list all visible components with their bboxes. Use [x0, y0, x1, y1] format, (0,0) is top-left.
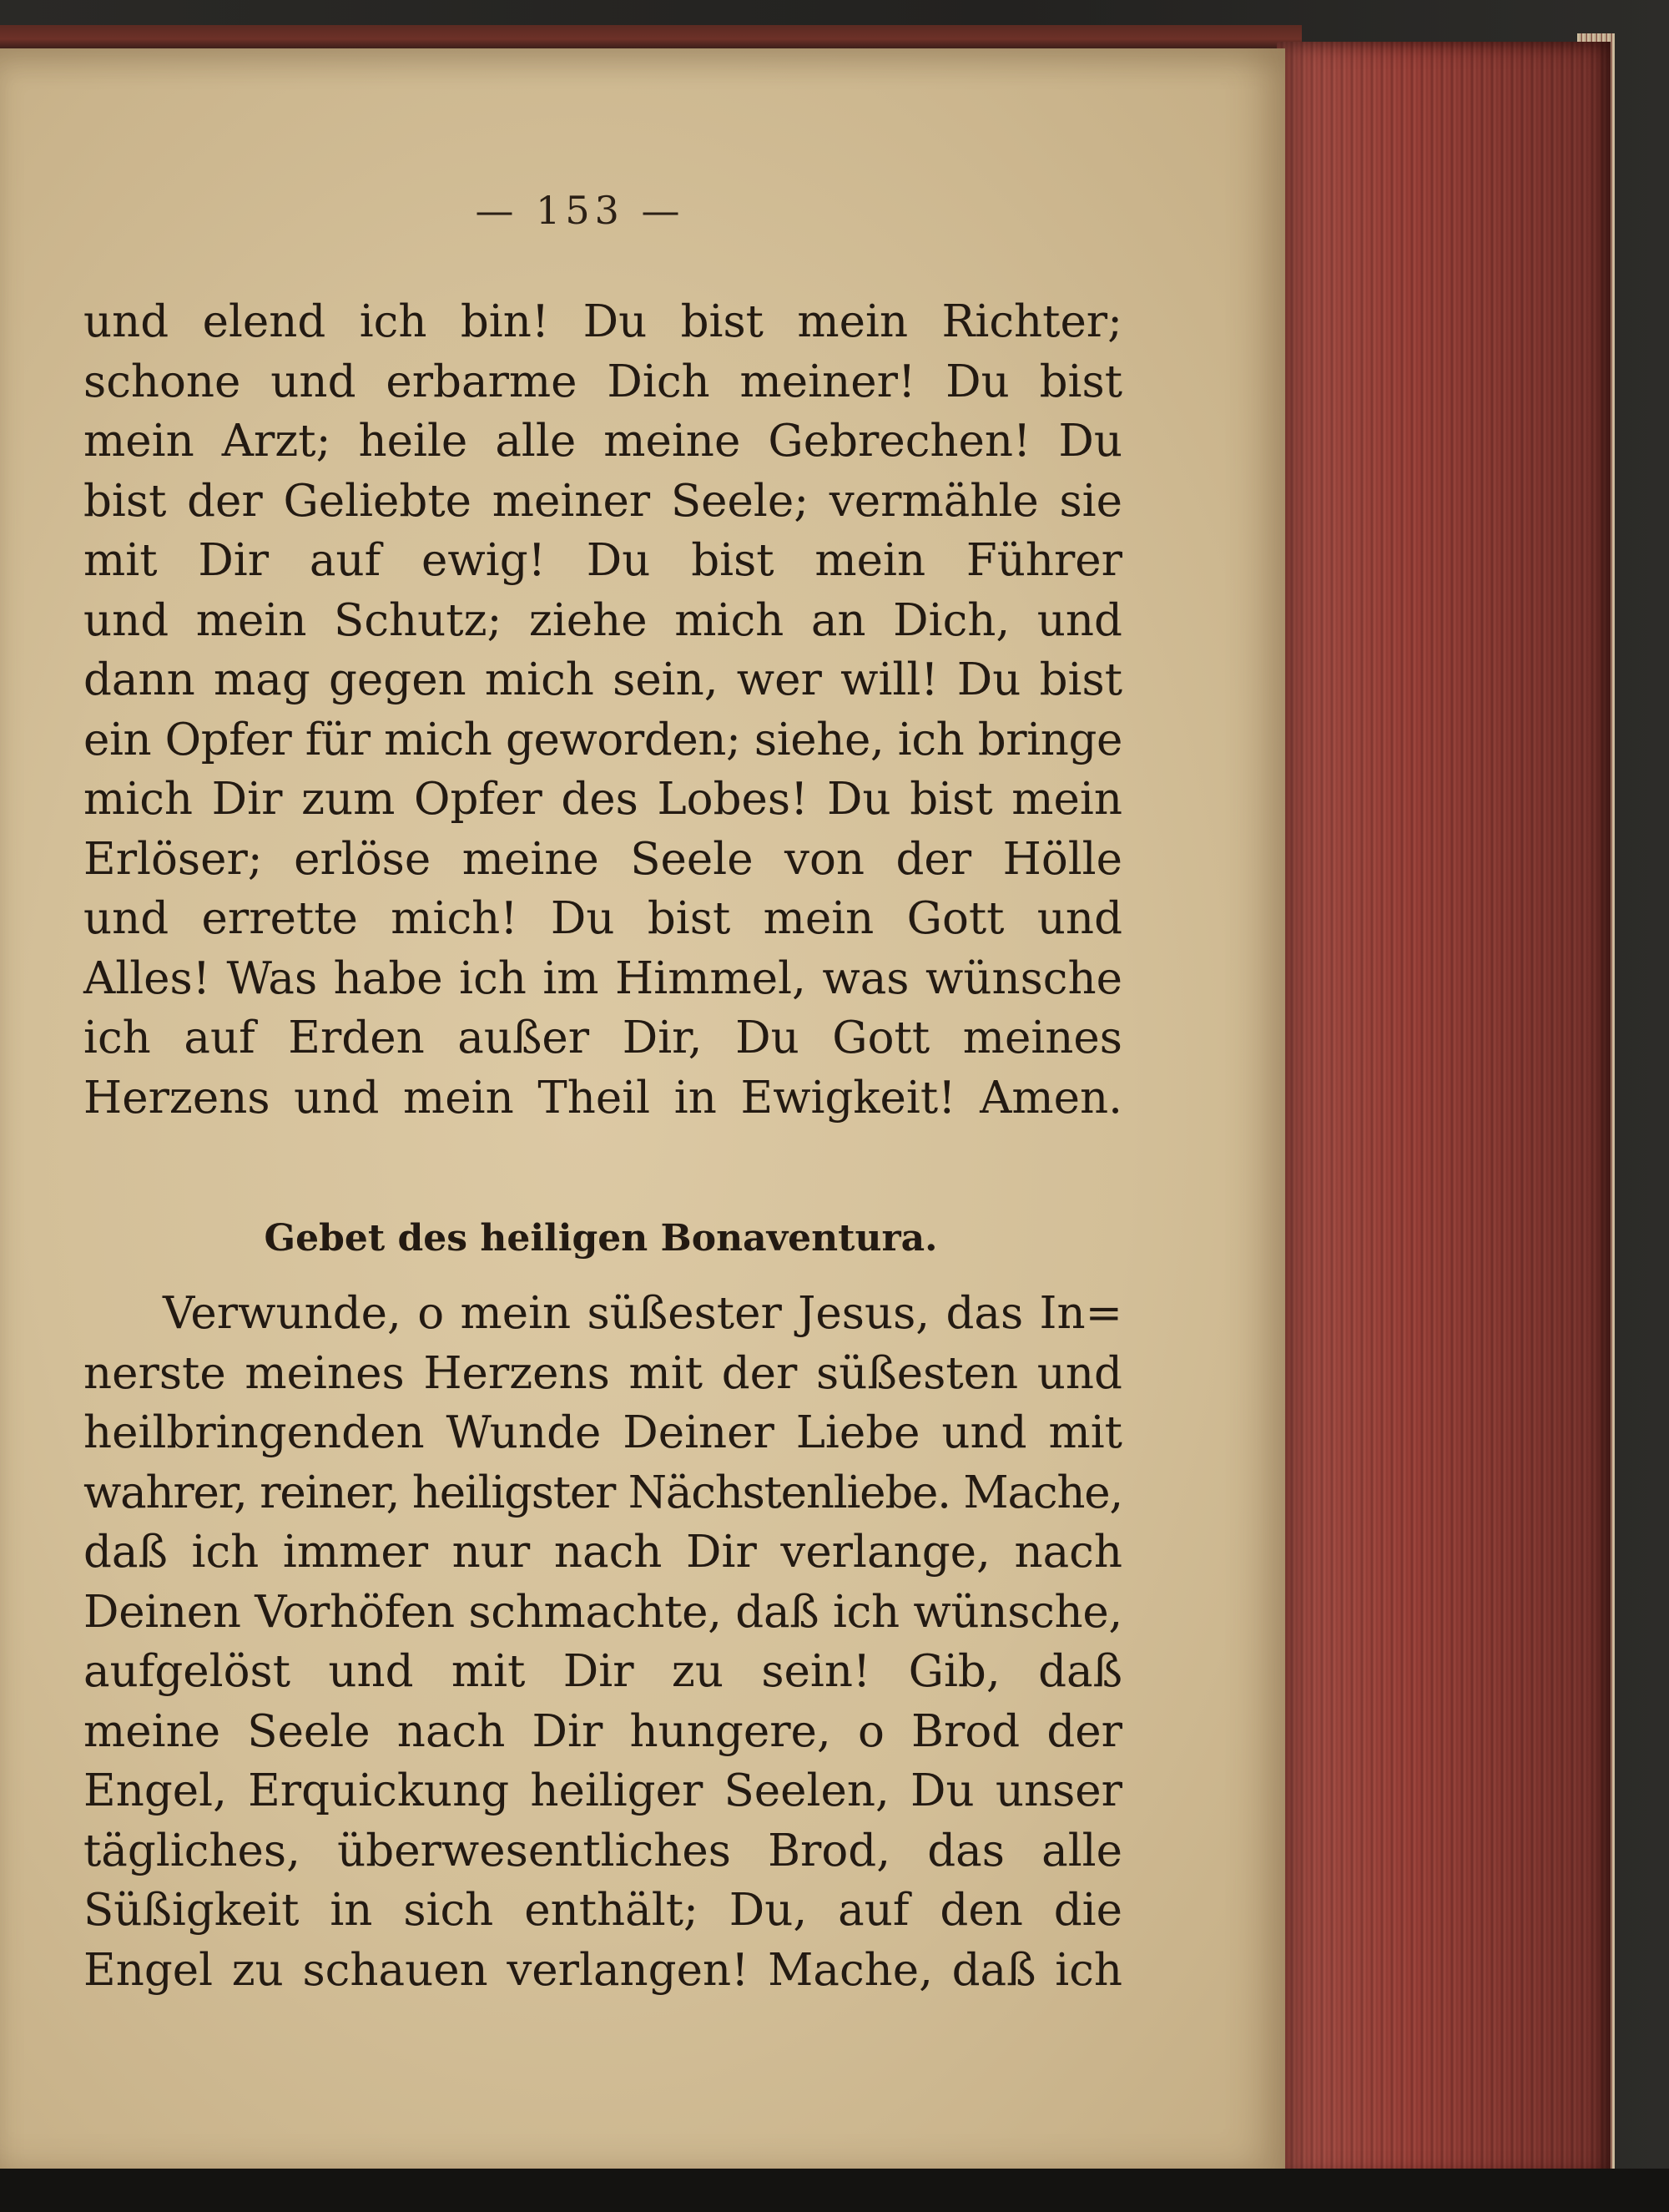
text-line: ich auf Erden außer Dir, Du Gott meines [83, 1013, 1122, 1063]
text-line: und mein Schutz; ziehe mich an Dich, und [83, 594, 1122, 646]
text-line: ein Opfer für mich geworden; siehe, ich bringe [83, 714, 1122, 765]
book-board-edge [0, 25, 1302, 48]
page-stack-edge [1277, 42, 1611, 2179]
prayer-heading: Gebet des heiligen Bonaventura. [264, 1217, 938, 1260]
prayer-paragraph [83, 1284, 1122, 2000]
text-line: heilbringenden Wunde Deiner Liebe und mit [83, 1407, 1122, 1458]
page-stack-sheen [1277, 42, 1611, 2179]
text-line: Engel, Erquickung heiliger Seelen, Du unser [83, 1765, 1122, 1816]
text-line: und elend ich bin! Du bist mein Richter; [83, 296, 1122, 347]
text-line: dann mag gegen mich sein, wer will! Du bist [83, 654, 1122, 705]
text-line: und errette mich! Du bist mein Gott und [83, 893, 1122, 944]
text-line: Süßigkeit in sich enthält; Du, auf den die [83, 1885, 1122, 1936]
bottom-shadow [0, 2169, 1669, 2212]
text-line: meine Seele nach Dir hungere, o Brod der [83, 1705, 1122, 1757]
text-line: Deinen Vorhöfen schmachte, daß ich wünsche, [83, 1586, 1122, 1638]
text-line: Erlöser; erlöse meine Seele von der Hölle [83, 833, 1122, 885]
page-number: — 153 — [475, 188, 685, 233]
paragraph-continued [83, 292, 1122, 1128]
text-line: Herzens und mein Theil in Ewigkeit! Amen. [83, 1072, 1122, 1124]
text-line: mich Dir zum Opfer des Lobes! Du bist mein [83, 774, 1122, 825]
text-line: Engel zu schauen verlangen! Mache, daß ich [83, 1944, 1122, 1996]
text-line: tägliches, überwesentliches Brod, das alle [83, 1825, 1122, 1876]
text-line: mit Dir auf ewig! Du bist mein Führer [83, 535, 1122, 586]
text-line: daß ich immer nur nach Dir verlange, nach [83, 1527, 1122, 1578]
text-line: wahrer, reiner, heiligster Nächstenliebe. Mache, [83, 1467, 1122, 1518]
text-line: aufgelöst und mit Dir zu sein! Gib, daß [83, 1646, 1122, 1697]
text-line: Verwunde, o mein süßester Jesus, das In= [163, 1288, 1122, 1339]
text-line: schone und erbarme Dich meiner! Du bist [83, 356, 1122, 407]
text-line: bist der Geliebte meiner Seele; vermähle sie [83, 475, 1122, 527]
text-line: Alles! Was habe ich im Himmel, was wünsche [83, 952, 1122, 1004]
text-line: nerste meines Herzens mit der süßesten und [83, 1347, 1122, 1399]
text-line: mein Arzt; heile alle meine Gebrechen! Du [83, 416, 1122, 467]
